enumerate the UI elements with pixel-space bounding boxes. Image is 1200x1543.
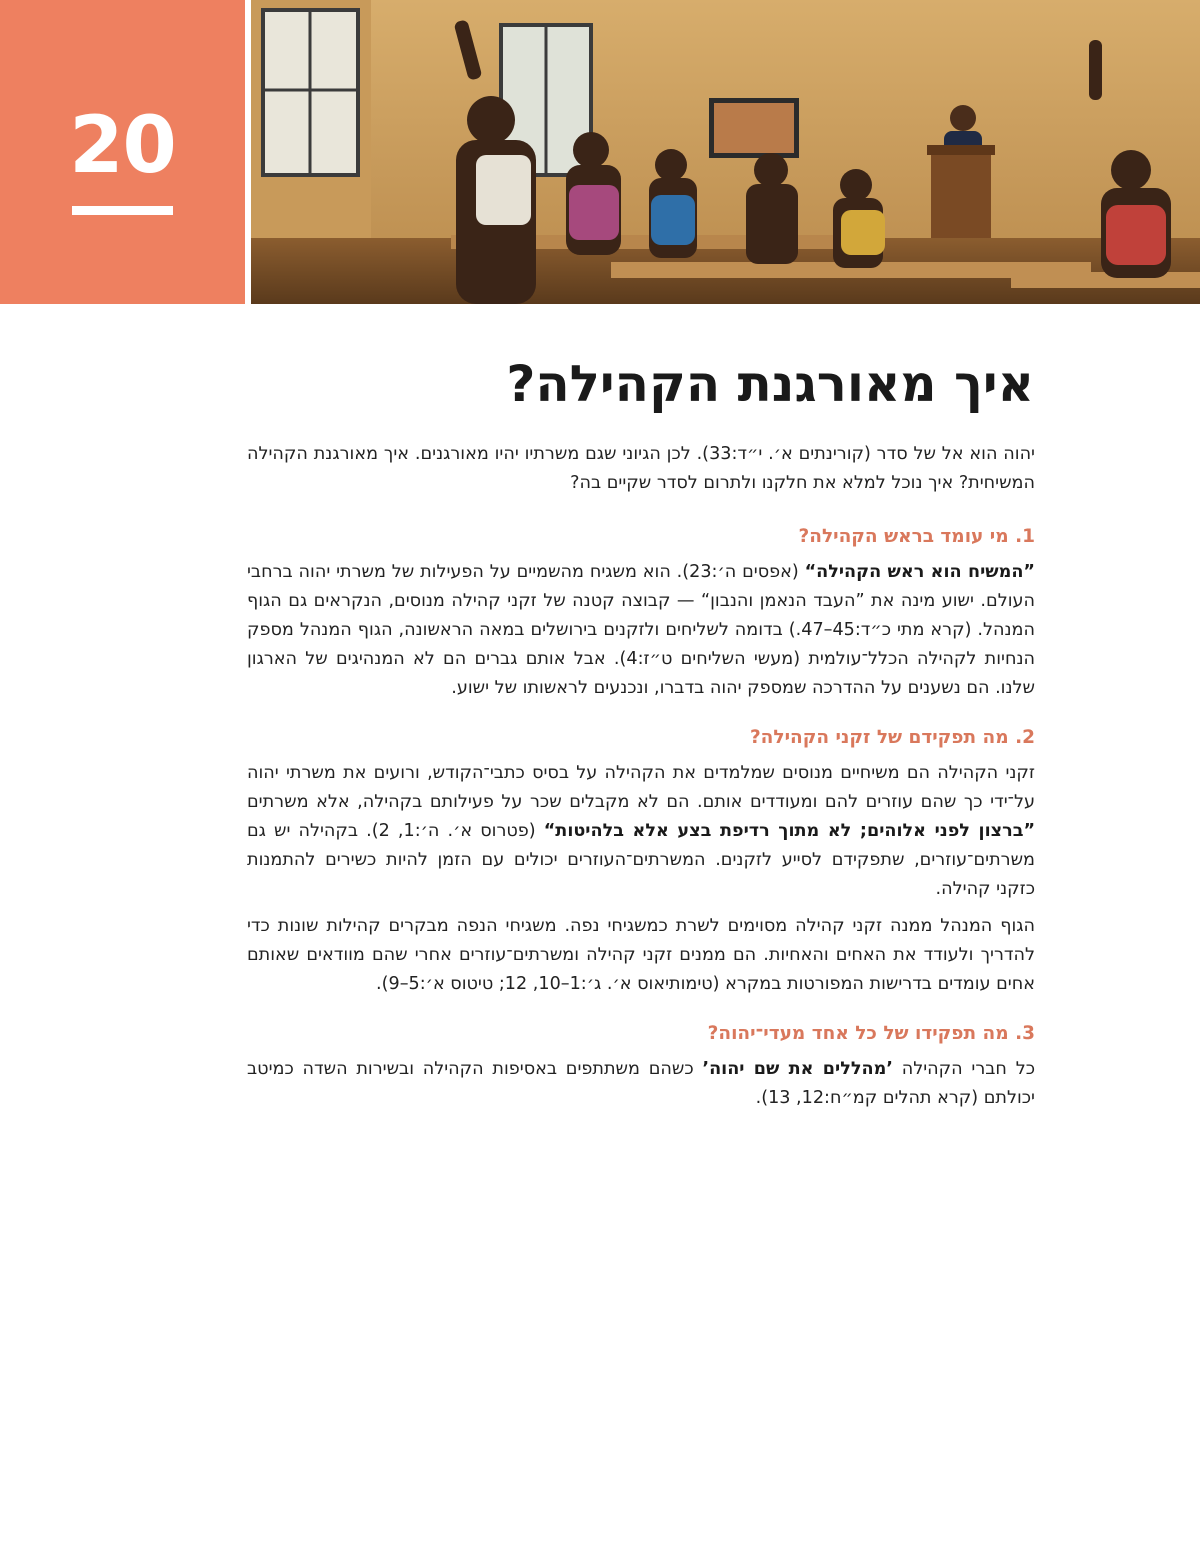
section-2-bold-quote: ”ברצון לפני אלוהים; לא מתוך רדיפת בצע אלא בלהיטות“ [543, 821, 1036, 841]
congregation-photo-illustration [251, 0, 1200, 304]
section-3-text-1: כל חברי הקהילה [892, 1059, 1035, 1079]
lesson-number-underline [72, 206, 173, 215]
section-2-text-1: זקני הקהילה הם משיחיים מנוסים שמלמדים את הקהילה על בסיס כתבי־הקודש, ורועים את משרתי יהוה על־ידי כך שהם עוזרים להם ומעודדים אותם. הם לא מקבלים שכר על פעילותם בקהילה, אלא משרתים [247, 763, 1035, 812]
section-2 [247, 723, 1035, 999]
section-2-text-2: (פטרוס א׳. ה׳:1, 2). בקהילה יש גם משרתים־עוזרים, שתפקידם לסייע לזקנים. המשרתים־העוזרים יכולים עם הזמן להיות כשירים להתמנות כזקני קהילה. [247, 821, 1035, 899]
section-2-paragraph-1 [247, 759, 1035, 904]
lesson-number-tab [0, 0, 245, 304]
lesson-content [247, 440, 1035, 1133]
section-3-bold-quote: ’מהללים את שם יהוה’ [702, 1059, 893, 1079]
section-2-question: 2. מה תפקידם של זקני הקהילה? [749, 727, 1035, 748]
section-1-bold-quote: ”המשיח הוא ראש הקהילה“ [804, 562, 1035, 582]
intro-paragraph: יהוה הוא אל של סדר (קורינתים א׳. י״ד:33). לכן הגיוני שגם משרתיו יהיו מאורגנים. איך מאורגנת הקהילה המשיחית? איך נוכל למלא את חלקנו ולתרום לסדר שקיים בה? [247, 444, 1035, 493]
section-1 [247, 522, 1035, 703]
congregation-photo [251, 0, 1200, 304]
section-3-question: 3. מה תפקידו של כל אחד מעדי־יהוה? [707, 1023, 1035, 1044]
lesson-number: 20 [69, 101, 176, 191]
section-1-paragraph [247, 558, 1035, 703]
section-2-paragraph-2: הגוף המנהל ממנה זקני קהילה מסוימים לשרת כמשגיחי נפה. משגיחי הנפה מבקרים קהילות שונות כדי להדריך ולעודד את האחים והאחיות. הם ממנים זקני קהילה ומשרתים־עוזרים אחרי שהם מוודאים שאותם אחים עומדים בדרישות המפורטות במקרא (טימותיאוס א׳. ג׳:1–10, 12; טיטוס א׳:5–9). [247, 916, 1035, 994]
section-1-question: 1. מי עומד בראש הקהילה? [798, 526, 1035, 547]
section-3 [247, 1019, 1035, 1113]
section-1-text: (אפסים ה׳:23). הוא משגיח מהשמיים על הפעילות של משרתי יהוה ברחבי העולם. ישוע מינה את ”העבד הנאמן והנבון“ — קבוצה קטנה של זקני קהילה מנוסים, הנקראים גם הגוף המנהל. (קרא מתי כ״ד:45–47.) בדומה לשליחים ולזקנים בירושלים במאה הראשונה, הגוף המנהל מספק הנחיות לקהילה הכלל־עולמית (מעשי השליחים ט״ז:4). אבל אותם גברים הם לא המנהיגים של הארגון שלנו. הם נשענים על ההדרכה שמספק יהוה בדברו, ונכנעים לראשותו של ישוע. [247, 562, 1035, 698]
section-3-text-2: כשהם משתתפים באסיפות הקהילה ובשירות השדה כמיטב יכולתם (קרא תהלים קמ״ח:12, 13). [247, 1059, 1035, 1108]
page-title: איך מאורגנת הקהילה? [506, 355, 1034, 413]
section-3-paragraph [247, 1055, 1035, 1113]
